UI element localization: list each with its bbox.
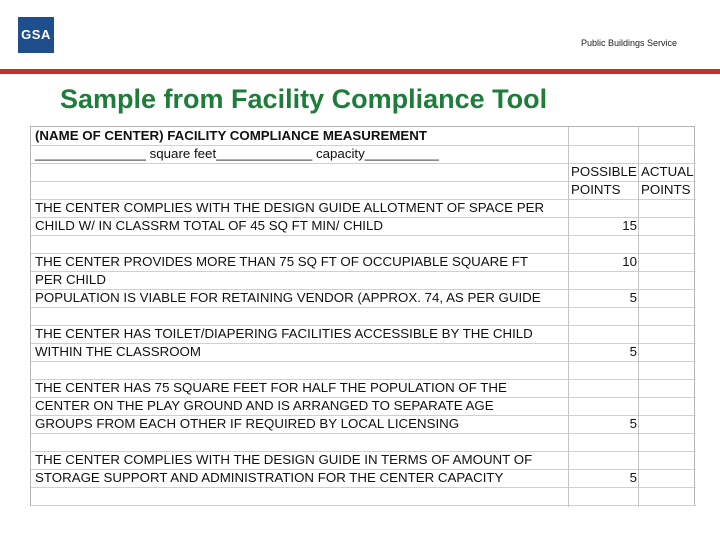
- logo-text: GSA: [21, 27, 51, 42]
- gsa-logo: [18, 17, 54, 53]
- item-5-line-3: GROUPS FROM EACH OTHER IF REQUIRED BY LOCAL LICENSING: [35, 416, 460, 431]
- item-4-line-2: WITHIN THE CLASSROOM: [35, 344, 201, 359]
- possible-points-header-2: POINTS: [571, 182, 621, 197]
- item-1-line-1: THE CENTER COMPLIES WITH THE DESIGN GUIDE ALLOTMENT OF SPACE PER: [35, 200, 545, 215]
- item-2-points: 10: [622, 254, 637, 269]
- header-divider: [0, 69, 720, 74]
- item-2-line-1: THE CENTER PROVIDES MORE THAN 75 SQ FT OF OCCUPIABLE SQUARE FT: [35, 254, 529, 269]
- item-6-line-2: STORAGE SUPPORT AND ADMINISTRATION FOR THE CENTER CAPACITY: [35, 470, 504, 485]
- possible-points-header-1: POSSIBLE: [571, 164, 637, 179]
- item-1-line-2: CHILD W/ IN CLASSRM TOTAL OF 45 SQ FT MIN/ CHILD: [35, 218, 383, 233]
- item-3-line-1: POPULATION IS VIABLE FOR RETAINING VENDOR (APPROX. 74, AS PER GUIDE: [35, 290, 541, 305]
- item-5-points: 5: [629, 416, 637, 431]
- item-4-points: 5: [629, 344, 637, 359]
- service-name: Public Buildings Service: [580, 38, 677, 48]
- compliance-sheet: [30, 126, 695, 506]
- sheet-heading: (NAME OF CENTER) FACILITY COMPLIANCE MEASUREMENT: [35, 128, 428, 143]
- item-6-points: 5: [629, 470, 637, 485]
- item-3-points: 5: [629, 290, 637, 305]
- item-4-line-1: THE CENTER HAS TOILET/DIAPERING FACILITIES ACCESSIBLE BY THE CHILD: [35, 326, 533, 341]
- item-1-points: 15: [622, 218, 637, 233]
- item-6-line-1: THE CENTER COMPLIES WITH THE DESIGN GUIDE IN TERMS OF AMOUNT OF: [35, 452, 533, 467]
- actual-points-header-2: POINTS: [641, 182, 691, 197]
- sqft-capacity-line: _______________ square feet_____________ capacity__________: [35, 146, 439, 161]
- item-5-line-2: CENTER ON THE PLAY GROUND AND IS ARRANGED TO SEPARATE AGE: [35, 398, 494, 413]
- item-2-line-2: PER CHILD: [35, 272, 106, 287]
- item-5-line-1: THE CENTER HAS 75 SQUARE FEET FOR HALF THE POPULATION OF THE: [35, 380, 507, 395]
- actual-points-header-1: ACTUAL: [641, 164, 694, 179]
- page-title: Sample from Facility Compliance Tool: [60, 84, 548, 114]
